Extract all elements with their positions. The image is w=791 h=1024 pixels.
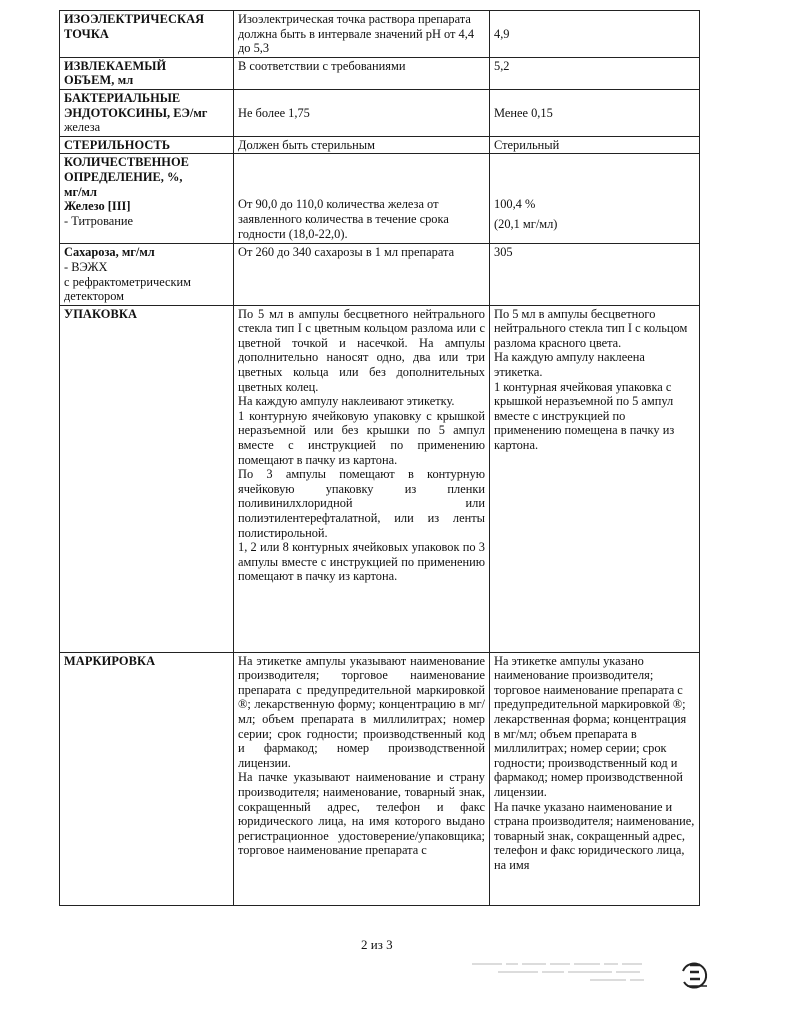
requirement-cell [234,154,490,244]
row-name: ОБЪЕМ, мл [64,73,134,88]
paragraph: 1 контурную ячейковую упаковку с крышкой неразъемной или без крышки по 5 ампул вместе с инструкцией по применению помещают в пачку из картона. [238,408,485,467]
sucrose-title: Сахароза, мг/мл [64,245,155,260]
stamp-scribble [470,958,670,988]
paragraph: На этикетке ампулы указывают наименование производителя; торговое наименование препарата с предупредительной маркировкой ®; лекарственную форму; концентрацию в мг/мл; объем препарата в миллилитрах; номер серии; срок годности; производственный код и фармакод; номер производственной лицензии. [238,653,485,770]
paragraph: По 3 ампулы помещают в контурную ячейковую упаковку из пленки поливинилхлоридной или полиэтилентерефталатной, или из ленты полистирольной. [238,467,485,540]
row-name-cell [60,154,234,244]
table-row-assay-iron [60,154,700,244]
table-row-isoelectric [60,11,700,58]
iron-requirement: От 90,0 до 110,0 количества железа от заявленного количества в течение срока годности (18,0-22,0). [238,197,449,241]
sucrose-method: с рефрактометрическим [64,274,191,289]
requirement-cell: Не более 1,75 [234,89,490,136]
requirement-cell: От 260 до 340 сахарозы в 1 мл препарата [234,244,490,305]
result-cell [490,154,700,244]
row-name-cell [60,244,234,305]
requirement-cell: Изоэлектрическая точка раствора препарата должна быть в интервале значений рН от 4,4 до 5,3 [234,11,490,58]
table-row-marking [60,652,700,905]
paragraph: На пачке указывают наименование и страну производителя; наименование, товарный знак, сокращенный адрес, телефон и факс юридического лица, на имя которого выдано регистрационное удостоверение/упаковщика; торговое наименование препарата с [238,770,485,858]
requirement-cell [234,305,490,652]
iron-method: - Титрование [64,213,134,228]
table-row-assay-sucrose [60,244,700,305]
row-name-cell [60,57,234,89]
requirement-cell [234,652,490,905]
iron-result-mg: (20,1 мг/мл) [494,216,558,231]
row-name-cell [60,11,234,58]
document-logo-icon [672,953,716,993]
row-name-cell: СТЕРИЛЬНОСТЬ [60,136,234,154]
row-name: ТОЧКА [64,26,109,41]
table-row-sterility [60,136,700,154]
result-cell [490,652,700,905]
row-name-cell: МАРКИРОВКА [60,652,234,905]
row-name: БАКТЕРИАЛЬНЫЕ [64,90,181,105]
paragraph: На каждую ампулу наклеена этикетка. [494,350,645,380]
iron-title: Железо [III] [64,199,131,214]
result-cell: 305 [490,244,700,305]
row-name-cell: УПАКОВКА [60,305,234,652]
paragraph: На каждую ампулу наклеивают этикетку. [238,394,455,409]
row-name: ИЗВЛЕКАЕМЫЙ [64,58,167,73]
paragraph: На пачке указано наименование и страна производителя; наименование, товарный знак, сокращенный адрес, телефон и факс юридического лица, на имя [494,799,695,872]
row-name: КОЛИЧЕСТВЕННОЕ [64,155,189,170]
paragraph: 1 контурная ячейковая упаковка с крышкой неразъемной по 5 ампул вместе с инструкцией по применению помещена в пачку из картона. [494,379,675,453]
result-cell: 5,2 [490,57,700,89]
row-name: железа [64,120,101,135]
table-row-volume [60,57,700,89]
table-row-endotoxins [60,89,700,136]
sucrose-method: детектором [64,289,125,304]
sucrose-method: - ВЭЖХ [64,259,108,274]
paragraph: 1, 2 или 8 контурных ячейковых упаковок по 3 ампулы вместе с инструкцией по применению помещают в пачку из картона. [238,540,485,584]
row-name: ИЗОЭЛЕКТРИЧЕСКАЯ [64,12,205,26]
row-name: ОПРЕДЕЛЕНИЕ, %, [64,169,183,184]
requirement-cell: В соответствии с требованиями [234,57,490,89]
specification-table [59,10,700,906]
page-number: 2 из 3 [361,937,393,952]
iron-result: 100,4 % [494,197,536,212]
row-name-cell [60,89,234,136]
requirement-cell: Должен быть стерильным [234,136,490,154]
result-cell: Стерильный [490,136,700,154]
table-row-packaging [60,305,700,652]
row-name: ЭНДОТОКСИНЫ, ЕЭ/мг [64,105,208,120]
paragraph: По 5 мл в ампулы бесцветного нейтрального стекла тип I с кольцом разлома красного цвета. [494,306,688,350]
faded-stamp [470,958,670,988]
paragraph: По 5 мл в ампулы бесцветного нейтрального стекла тип I с цветным кольцом разлома или с цветной точкой и насечкой. На ампулы дополнительно наносят одно, два или три цветных кольца или без дополнительных цветных колец. [238,306,485,394]
result-cell: Менее 0,15 [490,89,700,136]
paragraph: На этикетке ампулы указано наименование производителя; торговое наименование препарата с предупредительной маркировкой ®; лекарственная форма; концентрация в мг/мл; объем препарата в миллилитрах; номер серии; срок годности; производственный код и фармакод; номер производственной лицензии. [494,653,687,800]
result-cell: 4,9 [490,11,700,58]
result-cell [490,305,700,652]
row-name: мг/мл [64,184,97,199]
